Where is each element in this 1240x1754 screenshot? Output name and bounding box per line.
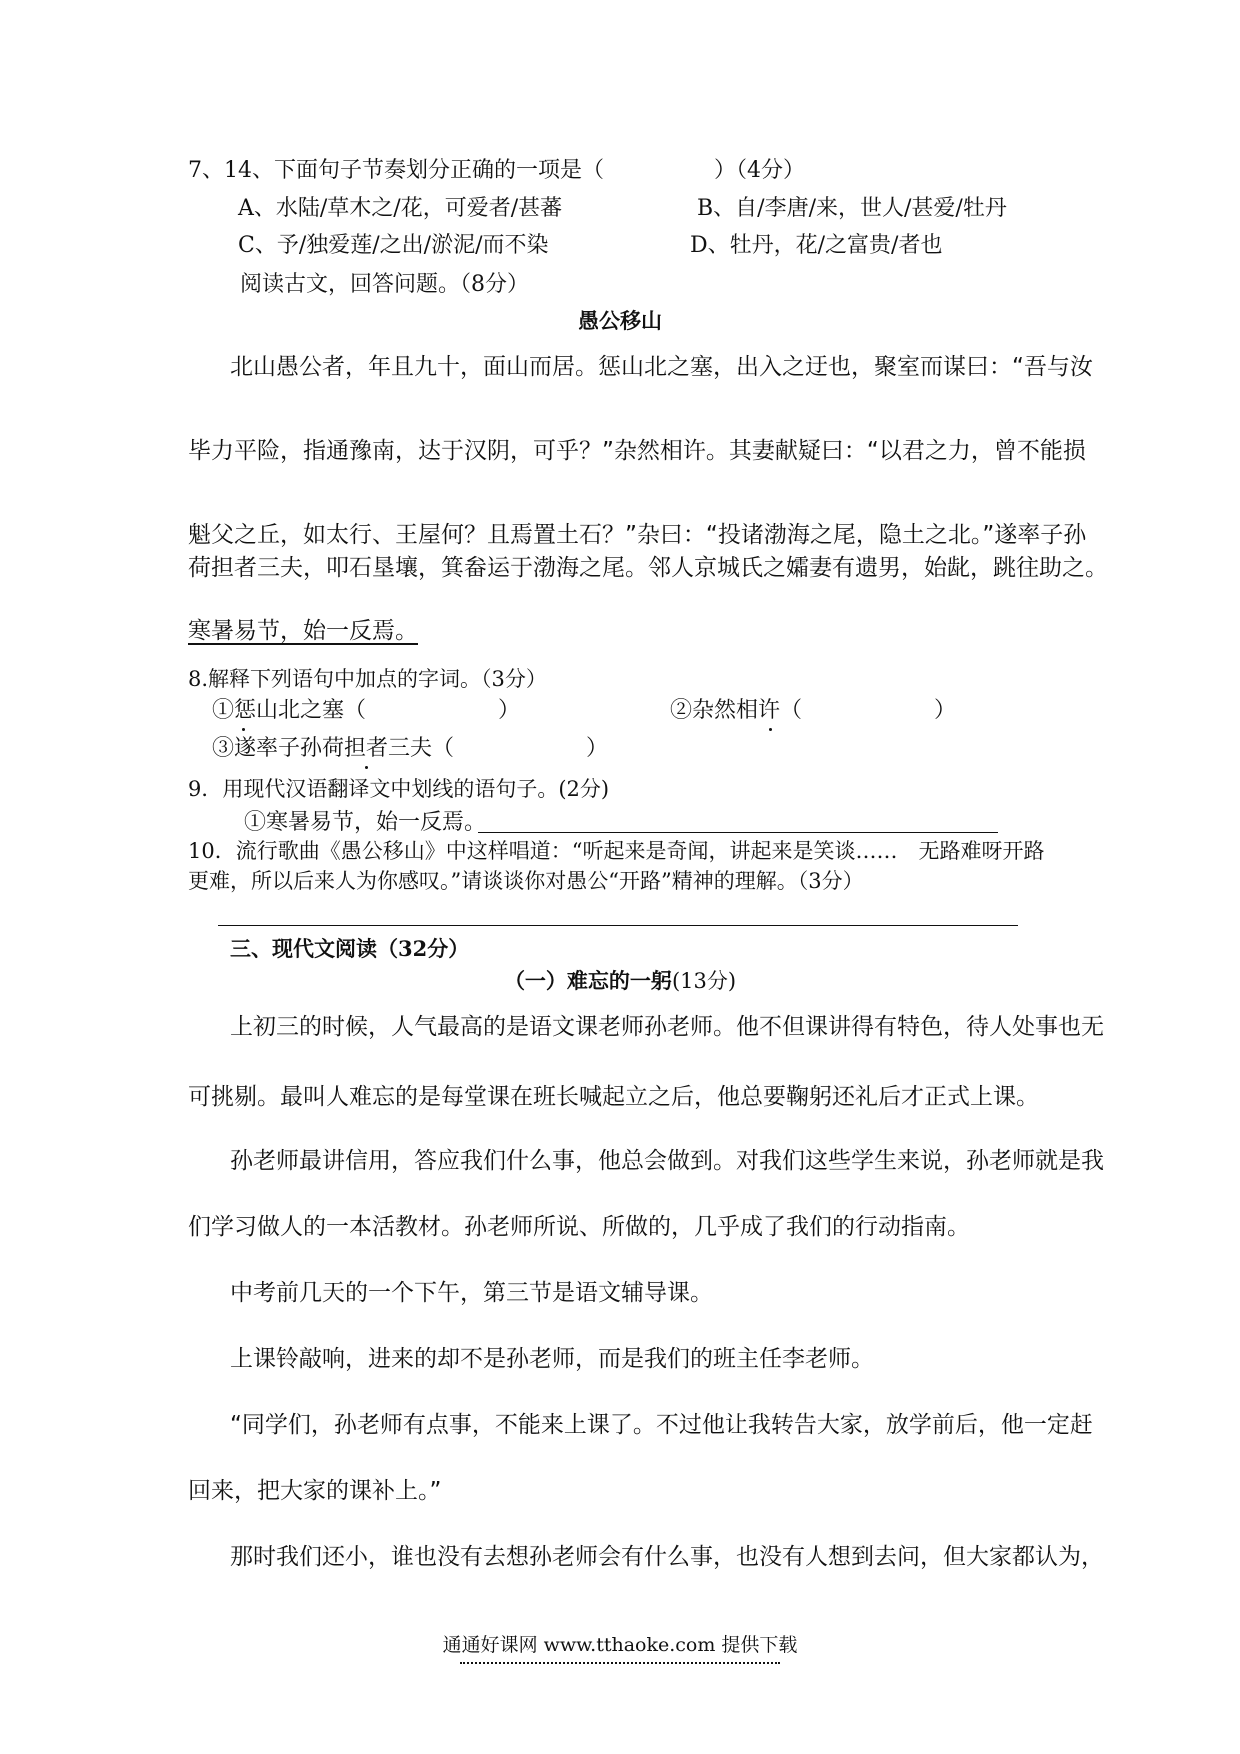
q7-option-a: A、水陆/草木之/花，可爱者/甚蕃 (238, 196, 563, 221)
q9-stem: 9．用现代汉语翻译文中划线的语句子。(2分) (188, 777, 610, 801)
modern-line-9: 那时我们还小，谁也没有去想孙老师会有什么事，也没有人想到去问，但大家都认为， (230, 1544, 1104, 1570)
emphasis-dot (769, 728, 772, 731)
modern-line-8: 回来，把大家的课补上。” (188, 1478, 442, 1504)
q8-stem: 8.解释下列语句中加点的字词。（3分） (188, 667, 547, 691)
modern-line-4: 们学习做人的一本活教材。孙老师所说、所做的，几乎成了我们的行动指南。 (188, 1214, 970, 1240)
q10-line-2: 更难，所以后来人为你感叹。”请谈谈你对愚公“开路”精神的理解。（3分） (188, 869, 864, 893)
q7-option-c: C、予/独爱莲/之出/淤泥/而不染 (238, 233, 549, 258)
q7-option-b: B、自/李唐/来，世人/甚爱/牡丹 (697, 196, 1007, 221)
modern-line-3: 孙老师最讲信用，答应我们什么事，他总会做到。对我们这些学生来说，孙老师就是我 (230, 1148, 1104, 1174)
q8-item-3: ③遂率子孙荷担者三夫（ ） (212, 736, 609, 761)
modern-subtitle-title: （一）难忘的一躬 (503, 968, 672, 993)
q7-stem: 7、14、下面句子节奏划分正确的一项是（ ）（4分） (188, 158, 805, 183)
classical-line-5-underlined: 寒暑易节，始一反焉。 (188, 618, 418, 644)
footer-download-note: 通通好课网 www.tthaoke.com 提供下载 (442, 1634, 798, 1656)
q10-answer-line (218, 925, 1018, 926)
q7-option-d: D、牡丹，花/之富贵/者也 (690, 233, 943, 258)
classical-title: 愚公移山 (578, 309, 662, 333)
modern-line-7: “同学们，孙老师有点事，不能来上课了。不过他让我转告大家，放学前后，他一定赶 (230, 1412, 1093, 1438)
q8-item-2: ②杂然相许（ ） (670, 698, 957, 723)
modern-subtitle-score: (13分) (671, 969, 737, 993)
modern-line-5: 中考前几天的一个下午，第三节是语文辅导课。 (230, 1280, 713, 1306)
footer-dotted-emphasis (460, 1662, 780, 1664)
section3-heading: 三、现代文阅读（32分） (230, 936, 470, 961)
q8-item-1: ①惩山北之塞（ ） (212, 698, 521, 723)
modern-subtitle (0, 966, 1240, 996)
modern-line-2: 可挑剔。最叫人难忘的是每堂课在班长喊起立之后，他总要鞠躬还礼后才正式上课。 (188, 1084, 1039, 1110)
emphasis-dot (242, 728, 245, 731)
modern-line-6: 上课铃敲响，进来的却不是孙老师，而是我们的班主任李老师。 (230, 1346, 874, 1372)
modern-line-1: 上初三的时候，人气最高的是语文课老师孙老师。他不但课讲得有特色，待人处事也无 (230, 1014, 1104, 1040)
classical-line-3: 魁父之丘，如太行、王屋何？且焉置土石？”杂曰：“投诸渤海之尾，隐土之北。”遂率子孙 (188, 522, 1087, 548)
q9-answer-line (478, 832, 998, 833)
reading-instruction: 阅读古文，回答问题。（8分） (240, 272, 529, 297)
emphasis-dot (365, 766, 368, 769)
q10-line-1: 10．流行歌曲《愚公移山》中这样唱道：“听起来是奇闻，讲起来是笑谈…… 无路难呀开路 (188, 839, 1045, 863)
q9-item: ①寒暑易节，始一反焉。 (244, 810, 487, 835)
classical-line-4: 荷担者三夫，叩石垦壤，箕畚运于渤海之尾。邻人京城氏之孀妻有遗男，始龀，跳往助之。 (188, 555, 1108, 581)
classical-line-2: 毕力平险，指通豫南，达于汉阴，可乎？”杂然相许。其妻献疑曰：“以君之力，曾不能损 (188, 438, 1086, 464)
classical-line-1: 北山愚公者，年且九十，面山而居。惩山北之塞，出入之迂也，聚室而谋曰：“吾与汝 (230, 354, 1093, 380)
